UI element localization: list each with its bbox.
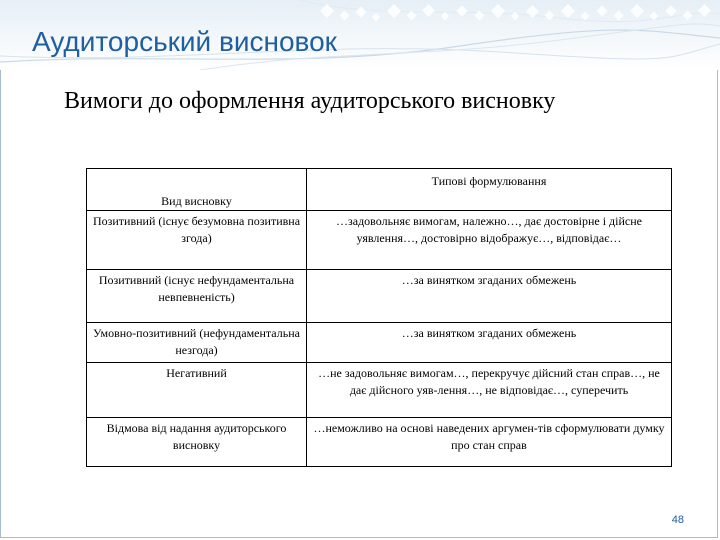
opinion-type-cell: Позитивний (існує безумовна позитивна згода) [87, 211, 307, 270]
table-row [87, 418, 672, 467]
typical-wording-cell: …за винятком згаданих обмежень [307, 270, 672, 323]
slide-subtitle: Вимоги до оформлення аудиторського висновку [64, 88, 556, 114]
opinion-type-cell: Негативний [87, 363, 307, 418]
table-header-row [87, 169, 672, 211]
column-header-typical-wording: Типові формулювання [307, 169, 672, 211]
typical-wording-cell: …не задовольняє вимогам…, перекручує дійсний стан справ…, не дає дійсного уяв-лення…, не відповідає…, суперечить [307, 363, 672, 418]
table-row [87, 270, 672, 323]
table-row [87, 323, 672, 363]
table-row [87, 363, 672, 418]
typical-wording-cell: …неможливо на основі наведених аргумен-тів сформулювати думку про стан справ [307, 418, 672, 467]
opinion-type-cell: Умовно-позитивний (нефундаментальна незгода) [87, 323, 307, 363]
opinion-types-table [86, 168, 672, 467]
opinion-type-cell: Позитивний (існує нефундаментальна невпевненість) [87, 270, 307, 323]
opinion-type-cell: Відмова від надання аудиторського висновку [87, 418, 307, 467]
typical-wording-cell: …задовольняє вимогам, належно…, дає достовірне і дійсне уявлення…, достовірно відображує…, відповідає… [307, 211, 672, 270]
table-row [87, 211, 672, 270]
page-number: 48 [671, 514, 684, 526]
slide-title: Аудиторський висновок [32, 26, 337, 57]
typical-wording-cell: …за винятком згаданих обмежень [307, 323, 672, 363]
column-header-opinion-type: Вид висновку [87, 169, 307, 211]
